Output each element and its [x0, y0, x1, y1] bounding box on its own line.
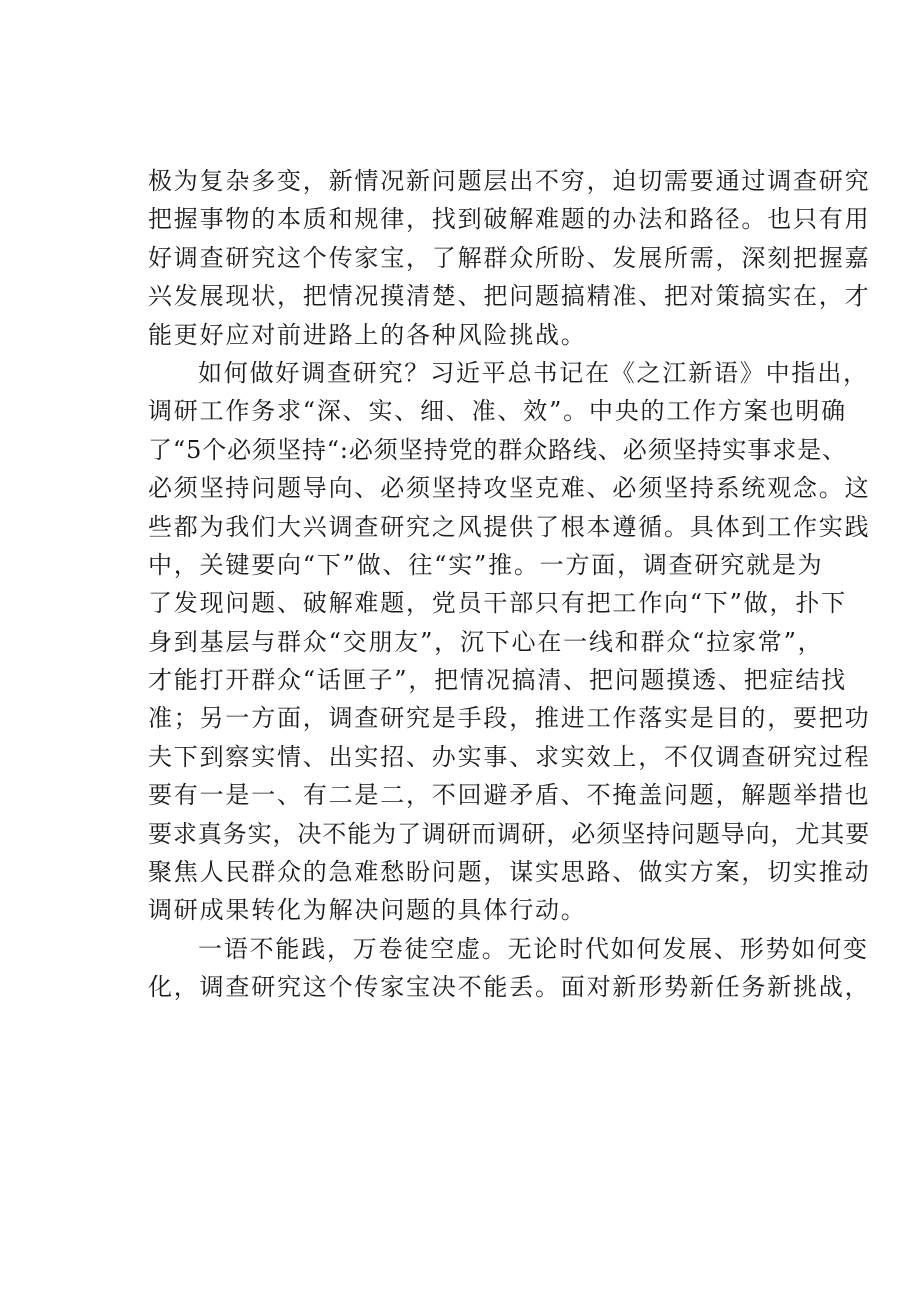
text-line: 些都为我们大兴调查研究之风提供了根本遵循。具体到工作实践 [148, 512, 871, 541]
paragraph-3 [148, 930, 871, 1007]
text-line: 身到基层与群众“交朋友”，沉下心在一线和群众“拉家常”， [148, 627, 824, 656]
text-line: 好调查研究这个传家宝，了解群众所盼、发展所需，深刻把握嘉 [148, 243, 871, 272]
text-line: 必须坚持问题导向、必须坚持攻坚克难、必须坚持系统观念。这 [148, 474, 871, 503]
text-line: 调研工作务求“深、实、细、准、效”。中央的工作方案也明确 [148, 397, 847, 426]
text-line: 调研成果转化为解决问题的具体行动。 [148, 896, 587, 925]
text-line: 如何做好调查研究？习近平总书记在《之江新语》中指出， [198, 358, 869, 387]
document-body [148, 162, 871, 1007]
text-line: 了“5个必须坚持“:必须坚持党的群众路线、必须坚持实事求是、 [148, 435, 847, 464]
paragraph-1 [148, 162, 871, 354]
text-line: 聚焦人民群众的急难愁盼问题，谋实思路、做实方案，切实推动 [148, 858, 871, 887]
text-line: 了发现问题、破解难题，党员干部只有把工作向“下”做，扑下 [148, 589, 847, 618]
text-line: 才能打开群众“话匣子”，把情况搞清、把问题摸透、把症结找 [148, 666, 847, 695]
text-line: 要求真务实，决不能为了调研而调研，必须坚持问题导向，尤其要 [148, 819, 871, 848]
text-line: 兴发展现状，把情况摸清楚、把问题搞精准、把对策搞实在，才 [148, 282, 871, 311]
text-line: 极为复杂多变，新情况新问题层出不穷，迫切需要通过调查研究 [148, 167, 871, 195]
text-line: 要有一是一、有二是二，不回避矛盾、不掩盖问题，解题举措也 [148, 781, 871, 810]
text-line: 化，调查研究这个传家宝决不能丢。面对新形势新任务新挑战， [148, 973, 871, 1002]
text-line: 准；另一方面，调查研究是手段，推进工作落实是目的，要把功 [148, 704, 871, 733]
text-line: 能更好应对前进路上的各种风险挑战。 [148, 320, 587, 349]
text-line: 一语不能践，万卷徒空虚。无论时代如何发展、形势如何变 [198, 934, 869, 963]
text-line: 夫下到察实情、出实招、办实事、求实效上，不仅调查研究过程 [148, 742, 871, 771]
text-line: 中，关键要向“下”做、往“实”推。一方面，调查研究就是为 [148, 550, 824, 579]
paragraph-2 [148, 354, 871, 930]
text-line: 把握事物的本质和规律，找到破解难题的办法和路径。也只有用 [148, 205, 871, 234]
